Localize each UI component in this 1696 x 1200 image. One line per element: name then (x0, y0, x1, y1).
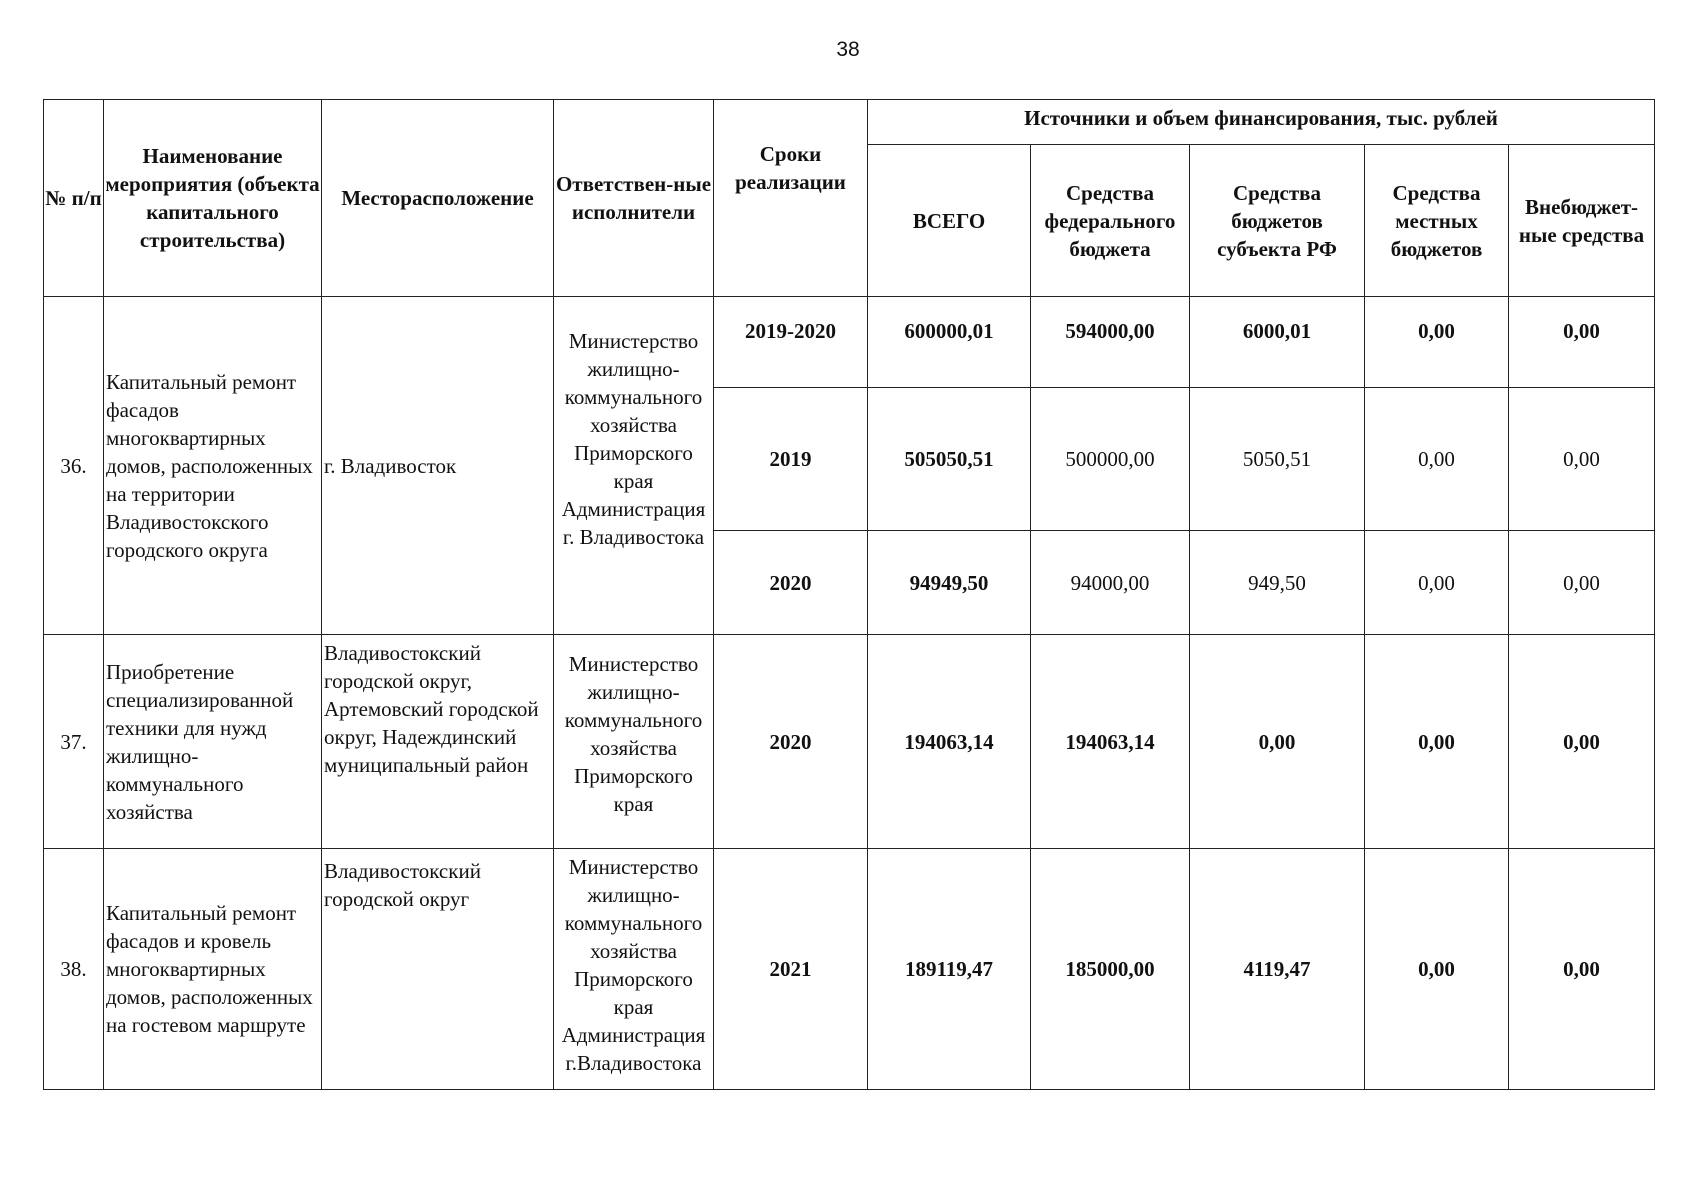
row-total: 189119,47 (868, 849, 1031, 1090)
row-subject: 0,00 (1190, 635, 1365, 849)
header-total: ВСЕГО (868, 145, 1031, 297)
header-name: Наименование мероприятия (объекта капитального строительства) (104, 100, 322, 297)
row-total: 505050,51 (868, 388, 1031, 531)
row-subject: 5050,51 (1190, 388, 1365, 531)
row-extra: 0,00 (1509, 635, 1655, 849)
row-total: 94949,50 (868, 531, 1031, 635)
header-responsible: Ответствен-ные исполнители (554, 100, 714, 297)
header-federal-label: Средства федерального бюджета (1044, 180, 1176, 261)
row-extra: 0,00 (1509, 531, 1655, 635)
row-extra: 0,00 (1509, 297, 1655, 388)
header-extra: Внебюджет-ные средства (1509, 145, 1655, 297)
table-row (44, 297, 1655, 388)
header-federal (1031, 145, 1190, 297)
row-period: 2020 (714, 635, 868, 849)
row-extra: 0,00 (1509, 849, 1655, 1090)
row-local: 0,00 (1365, 388, 1509, 531)
row-federal: 500000,00 (1031, 388, 1190, 531)
row-period: 2019-2020 (714, 297, 868, 388)
row-local: 0,00 (1365, 849, 1509, 1090)
page-number: 38 (836, 38, 860, 61)
table-row (44, 635, 1655, 849)
row-responsible: Министерство жилищно-коммунального хозяйства Приморского края (554, 635, 714, 849)
row-name: Капитальный ремонт фасадов и кровель многоквартирных домов, расположенных на гостевом маршруте (104, 849, 322, 1090)
row-extra: 0,00 (1509, 388, 1655, 531)
row-local: 0,00 (1365, 635, 1509, 849)
header-period: Сроки реализации (714, 100, 868, 297)
row-responsible: Министерство жилищно-коммунального хозяйства Приморского края Администрация г. Владивостока (554, 297, 714, 635)
row-federal: 594000,00 (1031, 297, 1190, 388)
row-location: Владивостокский городской округ, Артемовский городской округ, Надеждинский муниципальный район (322, 635, 554, 849)
row-location: г. Владивосток (322, 297, 554, 635)
header-num: № п/п (44, 100, 104, 297)
header-financing: Источники и объем финансирования, тыс. рублей (868, 100, 1655, 145)
row-local: 0,00 (1365, 531, 1509, 635)
row-subject: 6000,01 (1190, 297, 1365, 388)
row-local: 0,00 (1365, 297, 1509, 388)
row-federal: 194063,14 (1031, 635, 1190, 849)
row-num: 38. (44, 849, 104, 1090)
header-local: Средства местных бюджетов (1365, 145, 1509, 297)
row-num: 37. (44, 635, 104, 849)
row-name: Приобретение специализированной техники для нужд жилищно-коммунального хозяйства (104, 635, 322, 849)
row-period: 2019 (714, 388, 868, 531)
financing-table (43, 99, 1655, 1090)
header-subject: Средства бюджетов субъекта РФ (1190, 145, 1365, 297)
row-num: 36. (44, 297, 104, 635)
row-subject: 4119,47 (1190, 849, 1365, 1090)
row-total: 600000,01 (868, 297, 1031, 388)
row-period: 2021 (714, 849, 868, 1090)
row-location: Владивостокский городской округ (322, 849, 554, 1090)
row-subject: 949,50 (1190, 531, 1365, 635)
row-name: Капитальный ремонт фасадов многоквартирных домов, расположенных на территории Владивостокского городского округа (104, 297, 322, 635)
row-total: 194063,14 (868, 635, 1031, 849)
header-location: Месторасположение (322, 100, 554, 297)
table-row (44, 849, 1655, 1090)
row-period: 2020 (714, 531, 868, 635)
row-federal: 185000,00 (1031, 849, 1190, 1090)
row-federal: 94000,00 (1031, 531, 1190, 635)
row-responsible: Министерство жилищно-коммунального хозяйства Приморского края Администрация г.Владивостока (554, 849, 714, 1090)
